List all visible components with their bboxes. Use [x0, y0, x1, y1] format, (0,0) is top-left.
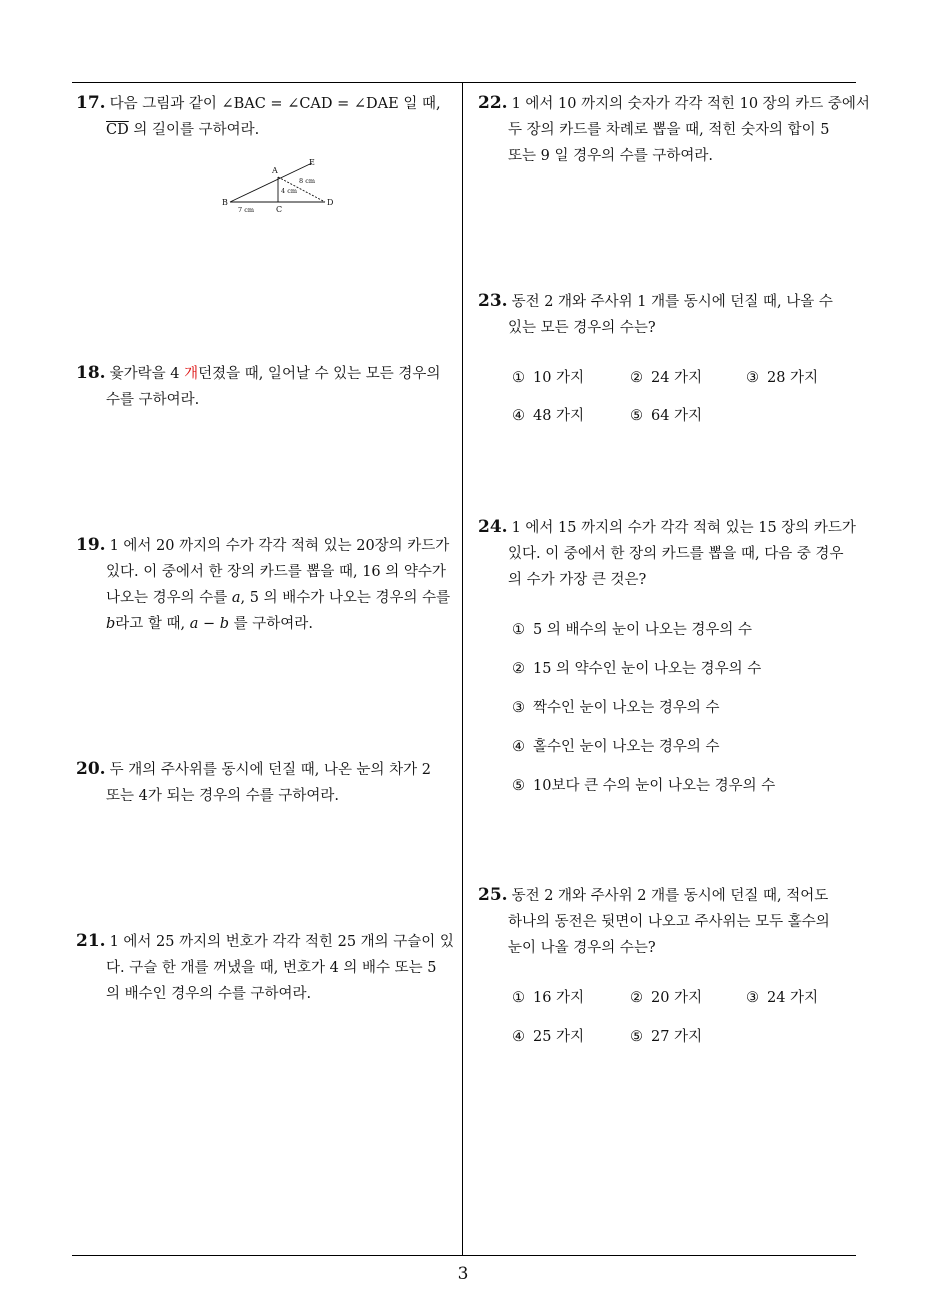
question-number: 19. — [76, 535, 106, 555]
question-21: 21. 1 에서 25 까지의 번호가 각각 적힌 25 개의 구슬이 있 다. 구슬 한 개를 꺼냈을 때, 번호가 4 의 배수 또는 5 의 배수인 경우의 수를 구하여라. — [76, 931, 454, 1002]
question-19: 19. 1 에서 20 까지의 수가 각각 적혀 있는 20장의 카드가 있다. 이 중에서 한 장의 카드를 뽑을 때, 16 의 약수가 나오는 경우의 수를 a, 5 의 배수가 나오는 경우의 수를 b라고 할 때, a − b 를 구하여라. — [76, 535, 451, 632]
choice-3[interactable]: ③ 28 가지 — [746, 370, 819, 386]
question-20: 20. 두 개의 주사위를 동시에 던질 때, 나온 눈의 차가 2 또는 4가 되는 경우의 수를 구하여라. — [76, 759, 432, 804]
top-rule — [72, 82, 856, 83]
segment-cd: $\overline{CD}$ — [106, 122, 129, 138]
choice-4[interactable]: ④ 48 가지 — [512, 408, 585, 424]
question-number: 18. — [76, 363, 106, 383]
question-number: 24. — [478, 517, 508, 537]
choice-5[interactable]: ⑤ 27 가지 — [630, 1029, 703, 1045]
choice-2[interactable]: ② 20 가지 — [630, 990, 703, 1006]
label-d: D — [327, 198, 334, 207]
triangle-figure — [220, 155, 340, 215]
question-number: 23. — [478, 291, 508, 311]
question-17: 17. 다음 그림과 같이 ∠BAC = ∠CAD = ∠DAE 일 때, $\overline{CD}$ 의 길이를 구하여라. — [76, 93, 441, 138]
length-ad: 8 cm — [299, 177, 316, 185]
question-number: 17. — [76, 93, 106, 113]
choice-1[interactable]: ① 5 의 배수의 눈이 나오는 경우의 수 — [512, 622, 752, 638]
choice-4[interactable]: ④ 25 가지 — [512, 1029, 585, 1045]
question-24: 24. 1 에서 15 까지의 수가 각각 적혀 있는 15 장의 카드가 있다. 이 중에서 한 장의 카드를 뽑을 때, 다음 중 경우 의 수가 가장 큰 것은? — [478, 517, 856, 588]
question-22: 22. 1 에서 10 까지의 숫자가 각각 적힌 10 장의 카드 중에서 두 장의 카드를 차례로 뽑을 때, 적힌 숫자의 합이 5 또는 9 일 경우의 수를 구하여라. — [478, 93, 870, 164]
label-c: C — [276, 205, 283, 214]
length-bc: 7 cm — [238, 206, 255, 214]
question-number: 21. — [76, 931, 106, 951]
bottom-rule — [72, 1255, 856, 1256]
question-25: 25. 동전 2 개와 주사위 2 개를 동시에 던질 때, 적어도 하나의 동전은 뒷면이 나오고 주사위는 모두 홀수의 눈이 나올 경우의 수는? — [478, 885, 830, 956]
page-number: 3 — [457, 1264, 469, 1284]
question-number: 25. — [478, 885, 508, 905]
choice-2[interactable]: ② 24 가지 — [630, 370, 703, 386]
choice-1[interactable]: ① 16 가지 — [512, 990, 585, 1006]
length-ac: 4 cm — [281, 187, 298, 195]
question-number: 22. — [478, 93, 508, 113]
question-text: 다음 그림과 같이 ∠BAC = ∠CAD = ∠DAE 일 때, — [109, 96, 441, 112]
choice-5[interactable]: ⑤ 64 가지 — [630, 408, 703, 424]
question-18: 18. 윷가락을 4 개던졌을 때, 일어날 수 있는 모든 경우의 수를 구하여라. — [76, 363, 441, 408]
label-b: B — [222, 198, 228, 207]
highlighted-word: 개 — [184, 366, 199, 382]
label-e: E — [309, 158, 315, 167]
choice-5[interactable]: ⑤ 10보다 큰 수의 눈이 나오는 경우의 수 — [512, 778, 776, 794]
choice-1[interactable]: ① 10 가지 — [512, 370, 585, 386]
choice-3[interactable]: ③ 24 가지 — [746, 990, 819, 1006]
question-number: 20. — [76, 759, 106, 779]
choice-4[interactable]: ④ 홀수인 눈이 나오는 경우의 수 — [512, 739, 720, 755]
column-divider — [462, 82, 463, 1256]
choice-3[interactable]: ③ 짝수인 눈이 나오는 경우의 수 — [512, 700, 720, 716]
choice-2[interactable]: ② 15 의 약수인 눈이 나오는 경우의 수 — [512, 661, 762, 677]
question-23: 23. 동전 2 개와 주사위 1 개를 동시에 던질 때, 나올 수 있는 모든 경우의 수는? — [478, 291, 833, 336]
label-a: A — [272, 166, 278, 175]
